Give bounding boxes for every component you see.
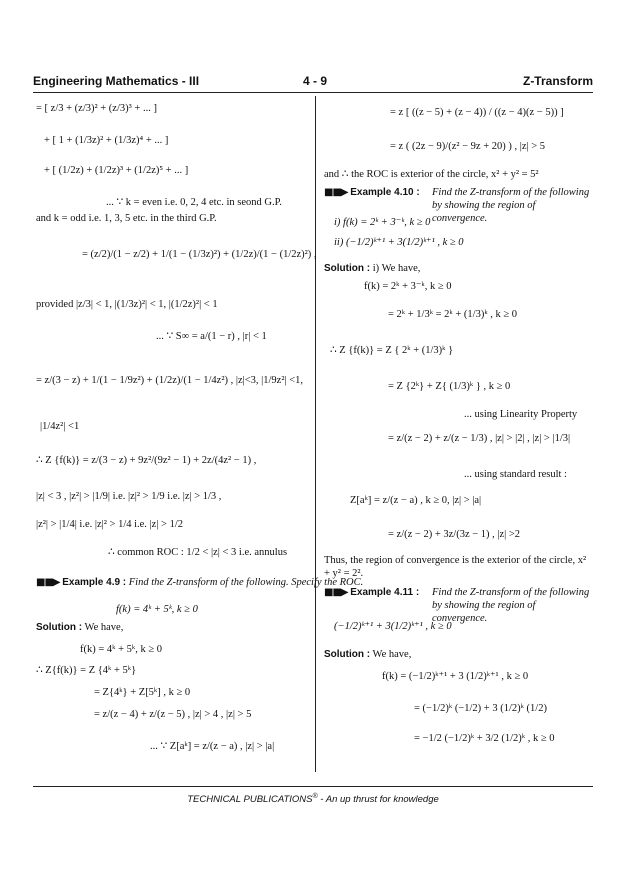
- sol-r7: = Z {2ᵏ} + Z{ (1/3)ᵏ } , k ≥ 0: [388, 381, 511, 392]
- sol-r12: = z/(z − 2) + 3z/(3z − 1) , |z| >2: [388, 529, 521, 540]
- page-footer: [33, 793, 593, 805]
- roc-conclusion: Thus, the region of convergence is the exterior of the circle, x² + y² = 2².: [324, 555, 587, 579]
- arrow-icon: ■■▶: [324, 187, 348, 198]
- eq-line-1: = [ z/3 + (z/3)² + (z/3)³ + ... ]: [36, 103, 157, 114]
- example-function: f(k) = 4ᵏ + 5ᵏ, k ≥ 0: [116, 604, 198, 615]
- header-chapter-title: Z-Transform: [522, 74, 593, 88]
- solution-label: Solution :: [324, 263, 371, 274]
- solution-heading: [36, 621, 123, 634]
- header-book-title: Engineering Mathematics - III: [33, 74, 200, 88]
- sol-line-5: ... ∵ Z[aᵏ] = z/(z − a) , |z| > |a|: [150, 741, 275, 752]
- example-part-ii: ii) (−1/2)ᵏ⁺¹ + 3(1/2)ᵏ⁺¹ , k ≥ 0: [334, 237, 464, 248]
- column-divider: [315, 96, 316, 772]
- sol-r6: ∴ Z {f(k)} = Z { 2ᵏ + (1/3)ᵏ }: [330, 345, 454, 356]
- sol-r16: = −1/2 (−1/2)ᵏ + 3/2 (1/2)ᵏ , k ≥ 0: [414, 733, 555, 744]
- sol-r11: Z[aᵏ] = z/(z − a) , k ≥ 0, |z| > |a|: [350, 495, 482, 506]
- roc-statement: and ∴ the ROC is exterior of the circle, x² + y² = 5²: [324, 169, 539, 180]
- sol-r10: ... using standard result :: [464, 469, 567, 480]
- note-even: ... ∵ k = even i.e. 0, 2, 4 etc. in seond G.P.: [106, 197, 282, 208]
- sol-line-2: ∴ Z{f(k)} = Z {4ᵏ + 5ᵏ}: [36, 665, 137, 676]
- solution-heading: [324, 262, 420, 275]
- eq-gp-sum: = (z/2)/(1 − z/2) + 1/(1 − (1/3z)²) + (1/2z)/(1 − (1/2z)²) ,: [82, 249, 317, 260]
- eq-sum-result: = z/(3 − z) + 1/(1 − 1/9z²) + (1/2z)/(1 − 1/4z²) , |z|<3, |1/9z²| <1,: [36, 375, 303, 386]
- eq-common-roc: ∴ common ROC : 1/2 < |z| < 3 i.e. annulus: [108, 547, 288, 558]
- example-4-10: [324, 186, 420, 199]
- footer-publisher: TECHNICAL PUBLICATIONS: [187, 794, 313, 806]
- sol-line-1: f(k) = 4ᵏ + 5ᵏ, k ≥ 0: [80, 644, 162, 655]
- sol-r9: = z/(z − 2) + z/(z − 1/3) , |z| > |2| , |z| > |1/3|: [388, 433, 571, 444]
- example-function: (−1/2)ᵏ⁺¹ + 3(1/2)ᵏ⁺¹ , k ≥ 0: [334, 621, 452, 632]
- footer-registered-mark: ®: [312, 793, 318, 800]
- sol-r4: f(k) = 2ᵏ + 3⁻ᵏ, k ≥ 0: [364, 281, 452, 292]
- arrow-icon: ■■▶: [36, 577, 60, 588]
- eq-r2: = z ( (2z − 9)/(z² − 9z + 20) ) , |z| > 5: [390, 141, 546, 152]
- example-label: Example 4.10 :: [350, 187, 420, 198]
- solution-text: i) We have,: [372, 263, 421, 274]
- sol-r14: f(k) = (−1/2)ᵏ⁺¹ + 3 (1/2)ᵏ⁺¹ , k ≥ 0: [382, 671, 529, 682]
- solution-label: Solution :: [324, 649, 371, 660]
- example-text: Find the Z-transform of the following by showing the region of convergence.: [432, 187, 590, 224]
- eq-line-2: + [ 1 + (1/3z)² + (1/3z)⁴ + ... ]: [44, 135, 169, 146]
- footer-rule: [33, 786, 593, 787]
- eq-provided: provided |z/3| < 1, |(1/3z)²| < 1, |(1/2z)²| < 1: [36, 299, 218, 310]
- solution-heading: [324, 648, 411, 661]
- sol-r5: = 2ᵏ + 1/3ᵏ = 2ᵏ + (1/3)ᵏ , k ≥ 0: [388, 309, 518, 320]
- sol-line-4: = z/(z − 4) + z/(z − 5) , |z| > 4 , |z| > 5: [94, 709, 252, 720]
- sol-r15: = (−1/2)ᵏ (−1/2) + 3 (1/2)ᵏ (1/2): [414, 703, 547, 714]
- arrow-icon: ■■▶: [324, 587, 348, 598]
- sol-line-3: = Z{4ᵏ} + Z[5ᵏ] , k ≥ 0: [94, 687, 191, 698]
- example-4-11: [324, 586, 419, 599]
- eq-cond: |1/4z²| <1: [40, 421, 80, 432]
- eq-roc-1: |z| < 3 , |z²| > |1/9| i.e. |z|² > 1/9 i.e. |z| > 1/3 ,: [36, 491, 222, 502]
- example-part-i: i) f(k) = 2ᵏ + 3⁻ᵏ, k ≥ 0: [334, 217, 431, 228]
- eq-roc-2: |z²| > |1/4| i.e. |z|² > 1/4 i.e. |z| > 1/2: [36, 519, 184, 530]
- example-label: Example 4.11 :: [350, 587, 420, 598]
- example-label: Example 4.9 :: [62, 577, 127, 588]
- header-rule: [33, 92, 593, 93]
- eq-sinf: ... ∵ S∞ = a/(1 − r) , |r| < 1: [156, 331, 267, 342]
- example-text: Find the Z-transform of the following. Specify the ROC.: [128, 577, 364, 588]
- example-4-9: [36, 576, 363, 589]
- eq-ztransform: ∴ Z {f(k)} = z/(3 − z) + 9z²/(9z² − 1) + 2z/(4z² − 1) ,: [36, 455, 257, 466]
- header-page-number: 4 - 9: [303, 74, 328, 88]
- example-text: Find the Z-transform of the following by showing the region of convergence.: [432, 587, 590, 624]
- page-header: [33, 74, 593, 90]
- sol-r8: ... using Linearity Property: [464, 409, 578, 420]
- note-odd: and k = odd i.e. 1, 3, 5 etc. in the third G.P.: [36, 213, 217, 224]
- eq-r1: = z [ ((z − 5) + (z − 4)) / ((z − 4)(z − 5)) ]: [390, 107, 564, 118]
- solution-text: We have,: [84, 622, 124, 633]
- eq-line-3: + [ (1/2z) + (1/2z)³ + (1/2z)⁵ + ... ]: [44, 165, 189, 176]
- footer-tagline: - An up thrust for knowledge: [317, 794, 439, 806]
- solution-label: Solution :: [36, 622, 83, 633]
- solution-text: We have,: [372, 649, 412, 660]
